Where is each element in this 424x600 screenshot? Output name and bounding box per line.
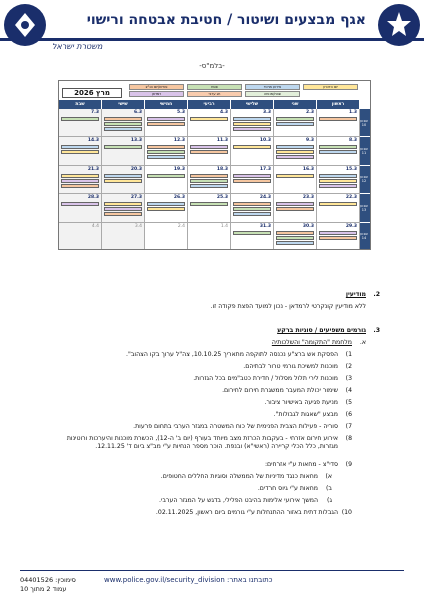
calendar-day-header: חמישי xyxy=(145,100,188,109)
calendar-date: 17.3 xyxy=(259,166,271,172)
page-footer xyxy=(0,568,424,600)
page-number: עמוד 2 מתוך 10 xyxy=(20,585,67,593)
calendar-date: 26.3 xyxy=(173,195,185,201)
calendar-day-cell[interactable] xyxy=(317,166,360,194)
calendar-event-bar[interactable] xyxy=(147,155,185,159)
subsection-heading: מלחמת "התקומה" והשלכותיה xyxy=(271,339,352,346)
section-number: 3. xyxy=(373,327,380,334)
calendar-day-cell[interactable] xyxy=(188,109,231,137)
calendar-day-cell[interactable] xyxy=(102,137,145,165)
calendar-day-cell[interactable] xyxy=(231,223,274,250)
list-item-text: מחאות כנגד מדיניות של הממשלה וסוגיות החללים החטופים. xyxy=(160,473,318,481)
list-item-text: אירוע חירום אזרחי - בעקבות הכרזת מצב מיוחד בעורף (יום ב' ה-12), הכשרת מוכנות והיערכות ורוטינות מגזרות, כלל הכלי קריירה (ראשי"א) ובנפת. הוכר מספר הנחיות ע"י מב"צ ביום ד' 12.11.25. xyxy=(66,435,338,450)
calendar-event-bar[interactable] xyxy=(233,231,271,235)
list-item-text: מחאות ע"י גיוס חרדים. xyxy=(257,485,318,493)
calendar-day-cell[interactable] xyxy=(188,137,231,165)
calendar-event-bar[interactable] xyxy=(276,150,314,154)
calendar-event-bar[interactable] xyxy=(104,122,142,126)
calendar-event-bar[interactable] xyxy=(319,184,357,188)
list-item-number: ב) xyxy=(326,485,332,493)
calendar-event-bar[interactable] xyxy=(104,117,142,121)
calendar-date: 2.4 xyxy=(177,223,185,229)
calendar-day-cell[interactable] xyxy=(188,166,231,194)
calendar-day-cell[interactable] xyxy=(59,137,102,165)
calendar-day-cell[interactable] xyxy=(231,166,274,194)
calendar-event-bar[interactable] xyxy=(319,174,357,178)
calendar-date: 22.3 xyxy=(345,195,357,201)
calendar-event-bar[interactable] xyxy=(319,231,357,235)
calendar-day-cell[interactable] xyxy=(59,223,102,250)
calendar-event-bar[interactable] xyxy=(190,145,228,149)
calendar-day-cell[interactable] xyxy=(188,223,231,250)
list-item-number: 10) xyxy=(341,509,352,517)
calendar-day-cell[interactable] xyxy=(274,223,317,250)
calendar-event-bar[interactable] xyxy=(147,122,185,126)
calendar-date: 1.3 xyxy=(349,110,357,115)
calendar-date: 1.4 xyxy=(220,223,228,229)
section-text: ללא מודיעין קונקרטי לרמדאן - נכון למועד הפצת פקודה זו. xyxy=(210,303,366,310)
calendar-event-bar[interactable] xyxy=(233,127,271,131)
calendar-date: 11.3 xyxy=(216,138,228,144)
calendar-event-bar[interactable] xyxy=(276,117,314,121)
calendar-day-cell[interactable] xyxy=(59,194,102,222)
calendar-date: 27.3 xyxy=(130,195,142,201)
calendar-date: 7.3 xyxy=(91,110,99,115)
calendar-legend-item: אירוע מרכזי xyxy=(245,84,300,90)
calendar-date: 4.4 xyxy=(91,223,99,229)
calendar-date: 13.3 xyxy=(130,138,142,144)
calendar-week-label: שבוע 10 xyxy=(358,109,370,137)
calendar-day-cell[interactable] xyxy=(145,137,188,165)
calendar-event-bar[interactable] xyxy=(61,174,99,178)
calendar-day-cell[interactable] xyxy=(231,109,274,137)
list-item-text: הגבלות דתית באזור ההתנחלות ע"י גורמים ביום ראשון, 02.11.2025. xyxy=(155,509,338,517)
calendar-date: 8.3 xyxy=(349,138,357,144)
calendar-date: 24.3 xyxy=(259,195,271,201)
list-item-text: סדי"צ - מחאות ע"י אזרחים: xyxy=(264,461,338,469)
calendar-legend-item: חג ערבי xyxy=(187,91,242,97)
list-item-text: שימור יכולת המעבר ממשגרת חירום לחירום. xyxy=(222,387,338,394)
calendar-event-bar[interactable] xyxy=(233,207,271,211)
calendar-event-bar[interactable] xyxy=(190,179,228,183)
page-title: אגף מבצעים ושיטור / חטיבת אבטחה ורישוי xyxy=(86,12,366,28)
calendar-event-bar[interactable] xyxy=(276,207,314,211)
calendar-day-cell[interactable] xyxy=(59,109,102,137)
calendar-event-bar[interactable] xyxy=(104,207,142,211)
list-item-number: 6) xyxy=(345,411,352,418)
calendar-event-bar[interactable] xyxy=(61,150,99,154)
calendar-date: 29.3 xyxy=(345,223,357,229)
calendar-week-label: שבוע 12 xyxy=(358,166,370,194)
section-number: 2. xyxy=(373,291,380,298)
list-item-number: 5) xyxy=(345,399,352,406)
calendar-date: 25.3 xyxy=(216,195,228,201)
calendar-day-header: שני xyxy=(274,100,317,109)
calendar-legend-item: רמדאן xyxy=(129,91,184,97)
calendar-day-cell[interactable] xyxy=(274,194,317,222)
calendar-legend-item: פורים/יום הנ"צ xyxy=(129,84,184,90)
calendar-date: 23.3 xyxy=(302,195,314,201)
calendar-date: 31.3 xyxy=(259,223,271,229)
calendar-day-cell[interactable] xyxy=(102,109,145,137)
calendar-day-cell[interactable] xyxy=(145,109,188,137)
calendar-event-bar[interactable] xyxy=(147,150,185,154)
calendar-day-cell[interactable] xyxy=(102,194,145,222)
calendar-date: 3.3 xyxy=(263,110,271,115)
list-item-number: 9) xyxy=(345,461,352,469)
calendar-event-bar[interactable] xyxy=(233,174,271,178)
calendar-event-bar[interactable] xyxy=(61,202,99,206)
calendar-date: 18.3 xyxy=(216,166,228,172)
calendar-date: 28.3 xyxy=(87,195,99,201)
calendar-event-bar[interactable] xyxy=(61,117,99,121)
list-item-number: 7) xyxy=(345,423,352,430)
calendar-day-cell[interactable] xyxy=(317,223,360,250)
calendar-event-bar[interactable] xyxy=(104,127,142,131)
calendar-event-bar[interactable] xyxy=(147,145,185,149)
calendar-event-bar[interactable] xyxy=(61,184,99,188)
calendar-date: 2.3 xyxy=(306,110,314,115)
calendar-day-cell[interactable] xyxy=(274,166,317,194)
calendar-date: 14.3 xyxy=(87,138,99,144)
calendar-event-bar[interactable] xyxy=(233,202,271,206)
calendar-date: 5.3 xyxy=(177,110,185,115)
calendar-event-bar[interactable] xyxy=(276,202,314,206)
calendar-event-bar[interactable] xyxy=(276,155,314,159)
calendar-event-bar[interactable] xyxy=(233,212,271,216)
calendar-event-bar[interactable] xyxy=(147,207,185,211)
calendar-date: 10.3 xyxy=(259,138,271,144)
calendar-event-bar[interactable] xyxy=(233,145,271,149)
calendar-event-bar[interactable] xyxy=(276,174,314,178)
calendar-event-bar[interactable] xyxy=(319,145,357,149)
calendar-event-bar[interactable] xyxy=(104,212,142,216)
calendar-day-header: רביעי xyxy=(188,100,231,109)
calendar-date: 19.3 xyxy=(173,166,185,172)
calendar-event-bar[interactable] xyxy=(190,150,228,154)
list-item-text: הפסקת אש ברצ"ע נכנסה לתוקפה מתאריך 10.10.25, צה"ל ערוך בקו הצהוב". xyxy=(126,351,338,358)
calendar-day-header: ראשון xyxy=(317,100,360,109)
calendar-date: 21.3 xyxy=(87,166,99,172)
calendar-date: 4.3 xyxy=(220,110,228,115)
list-item-number: 8) xyxy=(345,435,352,442)
calendar-event-bar[interactable] xyxy=(233,117,271,121)
calendar-legend-item: יום הזיכרון xyxy=(303,84,358,90)
calendar-day-cell[interactable] xyxy=(274,109,317,137)
calendar-event-bar[interactable] xyxy=(276,241,314,245)
calendar-date: 16.3 xyxy=(302,166,314,172)
calendar-day-cell[interactable] xyxy=(231,194,274,222)
section-heading: גורמים משפיעים / סוגיות ברקע xyxy=(277,327,366,334)
list-item-text: מבצע "שאגות לגבולות". xyxy=(273,411,338,418)
list-item-text: מוכנות לירי תלול מסלול / חדירת כטב"מים בכל הגזרות. xyxy=(193,375,338,382)
calendar-day-header: שבת xyxy=(59,100,102,109)
calendar-day-cell[interactable] xyxy=(145,194,188,222)
footer-divider xyxy=(20,570,404,571)
calendar-event-bar[interactable] xyxy=(319,202,357,206)
calendar-event-bar[interactable] xyxy=(190,117,228,121)
list-item-text: המשך אירועי אלימות בהיבט הפלילי, בדגש על המגזר הערבי. xyxy=(159,497,318,505)
calendar-event-bar[interactable] xyxy=(61,145,99,149)
subsection-letter: א. xyxy=(359,339,366,346)
calendar-week-label: שבוע 13 xyxy=(358,194,370,222)
list-item-text: מניעת פגיעה באישיור ציבור. xyxy=(264,399,338,406)
calendar-event-bar[interactable] xyxy=(319,150,357,154)
calendar-day-header: שישי xyxy=(102,100,145,109)
calendar-week-label: שבוע 14 xyxy=(358,223,370,250)
calendar-event-bar[interactable] xyxy=(104,202,142,206)
calendar-date: 3.4 xyxy=(134,223,142,229)
website-link[interactable]: כתובתנו באתר: www.police.gov.il/security_division xyxy=(104,576,273,584)
page-header xyxy=(0,0,424,58)
calendar-date: 9.3 xyxy=(306,138,314,144)
list-item-number: 3) xyxy=(345,375,352,382)
header-divider xyxy=(0,38,424,41)
calendar-date: 30.3 xyxy=(302,223,314,229)
calendar-event-bar[interactable] xyxy=(233,122,271,126)
calendar-day-cell[interactable] xyxy=(317,137,360,165)
calendar-event-bar[interactable] xyxy=(190,174,228,178)
calendar-event-bar[interactable] xyxy=(319,236,357,240)
calendar-event-bar[interactable] xyxy=(147,174,185,178)
calendar-event-bar[interactable] xyxy=(276,122,314,126)
calendar-date: 20.3 xyxy=(130,166,142,172)
list-item-number: 2) xyxy=(345,363,352,370)
calendar-date: 15.3 xyxy=(345,166,357,172)
calendar-event-bar[interactable] xyxy=(276,145,314,149)
calendar-day-cell[interactable] xyxy=(102,166,145,194)
classification-label: -בלמ"ס- xyxy=(199,62,225,70)
calendar-table xyxy=(58,80,371,250)
calendar-day-cell[interactable] xyxy=(102,223,145,250)
calendar-day-cell[interactable] xyxy=(145,166,188,194)
calendar-day-cell[interactable] xyxy=(231,137,274,165)
calendar-legend-item: שבת/מנוחה xyxy=(245,91,300,97)
calendar-legend-item: פסח xyxy=(187,84,242,90)
calendar-event-bar[interactable] xyxy=(104,145,142,149)
organization-name: משטרת ישראל xyxy=(52,42,103,51)
list-item-text: סוריה - פעילות הצבית הפנימית של כוח המשטרה במגזר הערבי בתחום פרעות. xyxy=(133,423,338,430)
list-item-number: ג) xyxy=(327,497,332,505)
calendar-date: 6.3 xyxy=(134,110,142,115)
calendar-day-cell[interactable] xyxy=(317,194,360,222)
calendar-day-cell[interactable] xyxy=(145,223,188,250)
calendar-event-bar[interactable] xyxy=(276,236,314,240)
calendar-event-bar[interactable] xyxy=(104,179,142,183)
calendar-event-bar[interactable] xyxy=(190,184,228,188)
section-heading: מודיעין xyxy=(345,291,366,298)
calendar-event-bar[interactable] xyxy=(319,117,357,121)
calendar-event-bar[interactable] xyxy=(233,179,271,183)
calendar-event-bar[interactable] xyxy=(147,202,185,206)
list-item-number: א) xyxy=(325,473,332,481)
calendar-month-title: מרץ 2026 xyxy=(62,88,122,98)
list-item-number: 4) xyxy=(345,387,352,394)
calendar-day-cell[interactable] xyxy=(274,137,317,165)
calendar-day-cell[interactable] xyxy=(59,166,102,194)
calendar-event-bar[interactable] xyxy=(104,174,142,178)
calendar-event-bar[interactable] xyxy=(147,117,185,121)
reference-number: סימוכין: 04401526 xyxy=(20,576,76,584)
calendar-event-bar[interactable] xyxy=(190,202,228,206)
calendar-day-cell[interactable] xyxy=(188,194,231,222)
calendar-date: 12.3 xyxy=(173,138,185,144)
list-item-text: מוכנות למשיכת גורמי טרור לבתיהם. xyxy=(243,363,338,370)
calendar-event-bar[interactable] xyxy=(319,179,357,183)
calendar-event-bar[interactable] xyxy=(276,231,314,235)
list-item-number: 1) xyxy=(345,351,352,358)
calendar-event-bar[interactable] xyxy=(61,179,99,183)
calendar-day-header: שלישי xyxy=(231,100,274,109)
calendar-week-label: שבוע 11 xyxy=(358,137,370,165)
calendar-day-cell[interactable] xyxy=(317,109,360,137)
